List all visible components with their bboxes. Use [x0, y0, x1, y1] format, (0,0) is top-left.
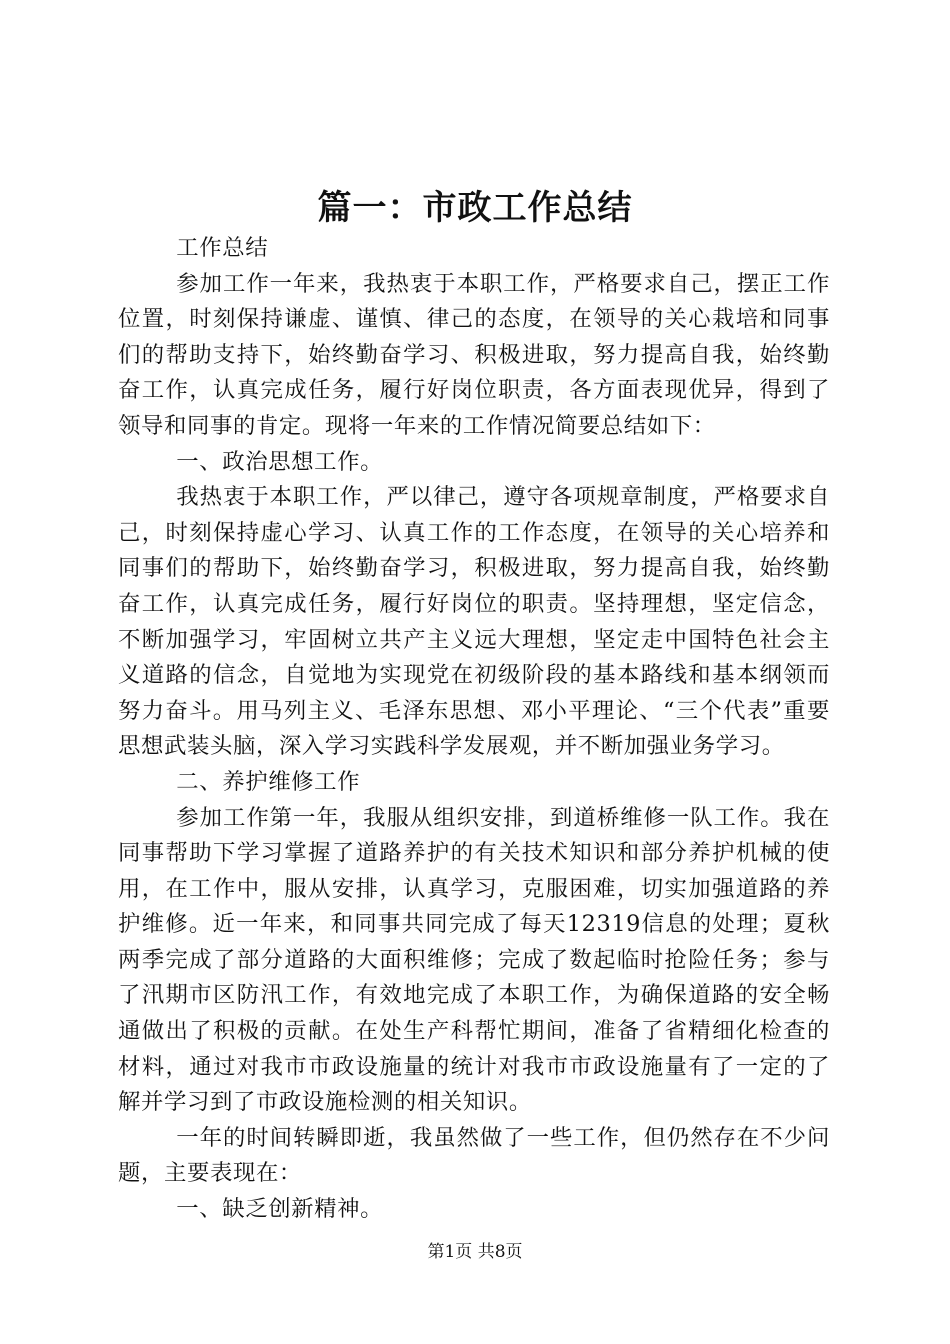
paragraph-maintenance: 参加工作第一年，我服从组织安排，到道桥维修一队工作。我在同事帮助下学习掌握了道路养护的有关技术知识和部分养护机械的使用，在工作中，服从安排，认真学习，克服困难，切实加强道路的养护维修。近一年来，和同事共同完成了每天12319信息的处理；夏秋两季完成了部分道路的大面积维修；完成了数起临时抢险任务；参与了汛期市区防汛工作，有效地完成了本职工作，为确保道路的安全畅通做出了积极的贡献。在处生产科帮忙期间，准备了省精细化检查的材料，通过对我市市政设施量的统计对我市市政设施量有了一定的了解并学习到了市政设施检测的相关知识。	[118, 804, 830, 1116]
page-footer: 第1页 共8页	[427, 1242, 523, 1262]
document-title: 篇一：市政工作总结	[317, 188, 633, 228]
section-heading-political: 一、政治思想工作。	[176, 448, 384, 475]
paragraph-problems-intro: 一年的时间转瞬即逝，我虽然做了一些工作，但仍然存在不少问题，主要表现在：	[118, 1124, 830, 1187]
section-heading-maintenance: 二、养护维修工作	[176, 768, 361, 795]
paragraph-heading-summary: 工作总结	[176, 235, 269, 261]
section-heading-innovation: 一、缺乏创新精神。	[176, 1196, 384, 1223]
document-body	[118, 231, 830, 1228]
paragraph-intro: 参加工作一年来，我热衷于本职工作，严格要求自己，摆正工作位置，时刻保持谦虚、谨慎、律己的态度，在领导的关心栽培和同事们的帮助支持下，始终勤奋学习、积极进取，努力提高自我，始终勤奋工作，认真完成任务，履行好岗位职责，各方面表现优异，得到了领导和同事的肯定。现将一年来的工作情况简要总结如下：	[118, 270, 830, 439]
paragraph-political: 我热衷于本职工作，严以律己，遵守各项规章制度，严格要求自己，时刻保持虚心学习、认真工作的工作态度，在领导的关心培养和同事们的帮助下，始终勤奋学习，积极进取，努力提高自我，始终勤奋工作，认真完成任务，履行好岗位的职责。坚持理想，坚定信念，不断加强学习，牢固树立共产主义远大理想，坚定走中国特色社会主义道路的信念，自觉地为实现党在初级阶段的基本路线和基本纲领而努力奋斗。用马列主义、毛泽东思想、邓小平理论、“三个代表”重要思想武装头脑，深入学习实践科学发展观，并不断加强业务学习。	[118, 484, 830, 760]
